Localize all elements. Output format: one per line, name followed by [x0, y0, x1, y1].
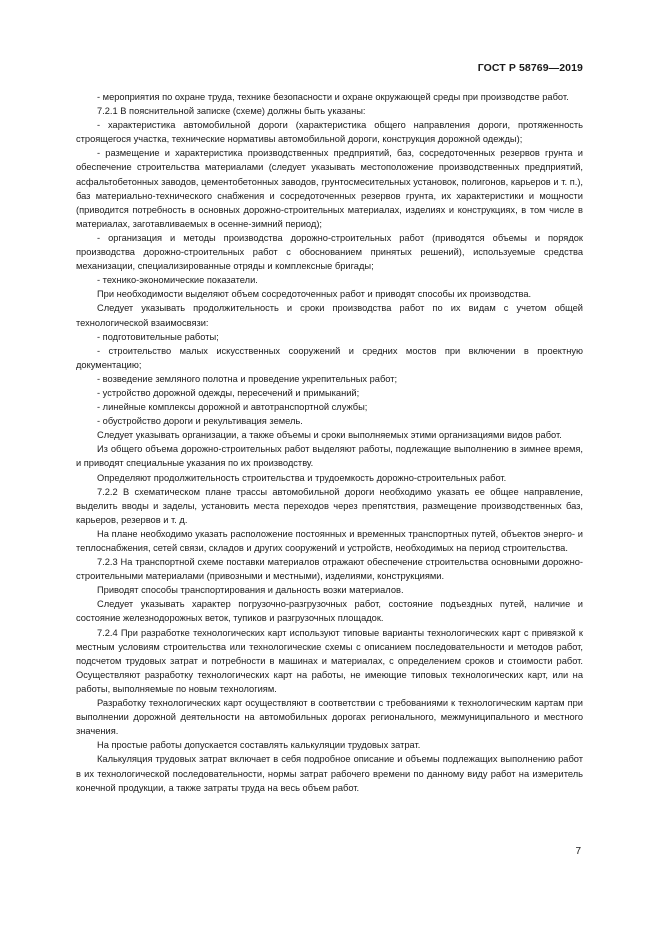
paragraph: - возведение земляного полотна и проведение укрепительных работ; [97, 373, 398, 384]
paragraph: На простые работы допускается составлять калькуляции трудовых затрат. [97, 740, 421, 751]
paragraph: - технико-экономические показатели. [97, 275, 258, 286]
paragraph: Приводят способы транспортирования и дальность возки материалов. [97, 585, 404, 596]
paragraph: - строительство малых искусственных сооружений и средних мостов при включении в проектную документацию; [76, 345, 583, 370]
paragraph: 7.2.1 В пояснительной записке (схеме) должны быть указаны: [97, 106, 366, 117]
paragraph: 7.2.3 На транспортной схеме поставки материалов отражают обеспечение строительства основными дорожно-строительными материалами (привозными и местными), изделиями, конструкциями. [76, 557, 583, 582]
paragraph: Следует указывать продолжительность и сроки производства работ по их видам с учетом общей технологической взаимосвязи: [76, 303, 583, 328]
paragraph: - характеристика автомобильной дороги (характеристика общего направления дороги, протяженность строящегося участка, технические нормативы автомобильной дороги, конструкция дорожной одежды); [76, 120, 583, 145]
paragraph: Определяют продолжительность строительства и трудоемкость дорожно-строительных работ. [97, 472, 507, 483]
paragraph: Разработку технологических карт осуществляют в соответствии с требованиями к технологическим картам при выполнении дорожной деятельности на автомобильных дорогах регионального, межмуниципального и местного значения. [76, 698, 583, 737]
paragraph: Следует указывать характер погрузочно-разгрузочных работ, состояние подъездных путей, наличие и состояние железнодорожных веток, тупиков и разгрузочных площадок. [76, 599, 583, 624]
paragraph: - подготовительные работы; [97, 331, 219, 342]
paragraph: - устройство дорожной одежды, пересечений и примыканий; [97, 387, 360, 398]
paragraph: При необходимости выделяют объем сосредоточенных работ и приводят способы их производства. [97, 289, 532, 300]
page-number: 7 [575, 846, 581, 857]
paragraph: 7.2.2 В схематическом плане трассы автомобильной дороги необходимо указать ее общее направление, выделить вводы и заделы, установить места переходов через препятствия, размещение производственных баз, карьеров, резервов и т. д. [76, 486, 583, 525]
paragraph: - размещение и характеристика производственных предприятий, баз, сосредоточенных резервов грунта и обеспечение строительства материалами (следует указывать местоположение производственных предприятий, асфальтобетонных заводов, цементобетонных заводов, грунтосмесительных установок, полигонов, карьеров и т. п.), баз материально-технического снабжения и сосредоточенных резервов грунта, их характеристики и мощности (приводится потребность в основных дорожно-строительных материалах, изделиях и конструкциях, в том числе в материалах, заготавливаемых в осенне-зимний период); [76, 148, 583, 229]
paragraph: - организация и методы производства дорожно-строительных работ (приводятся объемы и порядок производства дорожно-строительных работ с обоснованием принятых решений), используемые средства механизации, специализированные отряды и комплексные бригады; [76, 232, 583, 272]
paragraph: Из общего объема дорожно-строительных работ выделяют работы, подлежащие выполнению в зимнее время, и приводят специальные указания по их производству. [76, 444, 583, 469]
paragraph: 7.2.4 При разработке технологических карт используют типовые варианты технологических карт с привязкой к местным условиям строительства или технологические схемы с описанием последовательности и методов работ, подсчетом трудовых затрат и потребности в машинах и материалах, с определением сроков и стоимости работ. Осуществляют разработку технологических карт на работы, не имеющие типовых технологических карт, или на работы, выполняемые по новым технологиям. [76, 627, 583, 694]
paragraph: - мероприятия по охране труда, технике безопасности и охране окружающей среды при производстве работ. [97, 92, 569, 102]
paragraph: - линейные комплексы дорожной и автотранспортной службы; [97, 402, 368, 413]
paragraph: На плане необходимо указать расположение постоянных и временных транспортных путей, объектов энерго- и теплоснабжения, сетей связи, складов и других сооружений и устройств, необходимых на период строительства. [76, 528, 583, 553]
document-body [76, 90, 583, 795]
paragraph: Следует указывать организации, а также объемы и сроки выполняемых этими организациями видов работ. [97, 430, 562, 441]
paragraph: Калькуляция трудовых затрат включает в себя подробное описание и объемы подлежащих выполнению работ в их технологической последовательности, нормы затрат рабочего времени по данному виду работ на измеритель конечной продукции, а также затраты труда на весь объем работ. [76, 754, 583, 793]
paragraph: - обустройство дороги и рекультивация земель. [97, 416, 303, 427]
document-standard-header: ГОСТ Р 58769—2019 [477, 62, 583, 74]
